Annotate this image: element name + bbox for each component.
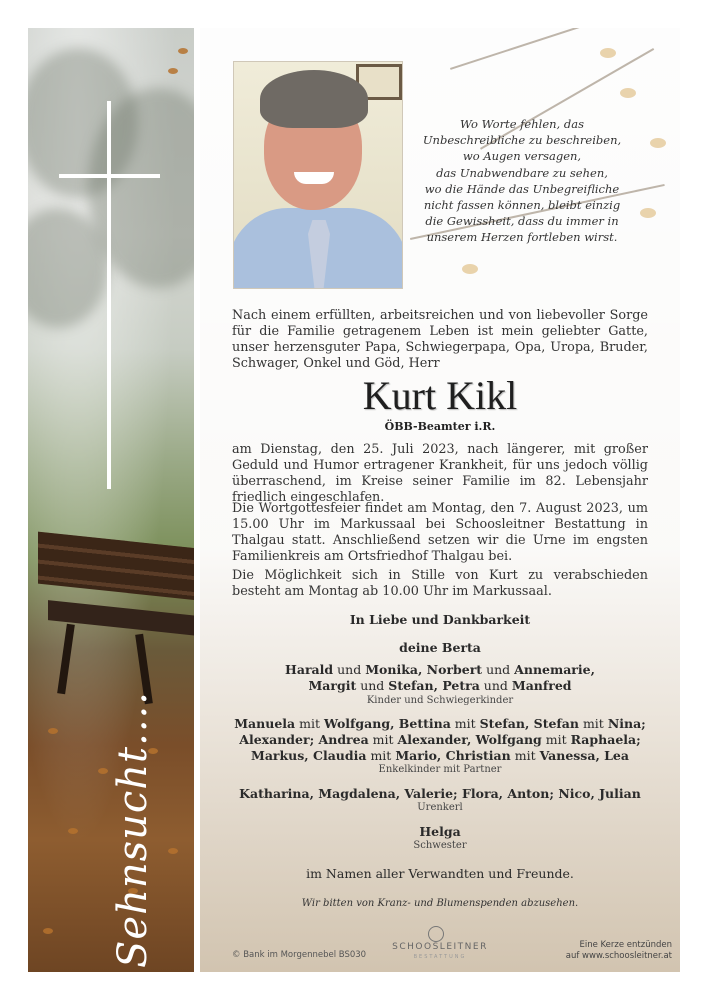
no-flowers-note: Wir bitten von Kranz- und Blumenspenden abzusehen. [301,898,579,909]
connector: mit [450,716,480,731]
connector: mit [295,716,324,731]
name-group: Vanessa, Lea [539,748,629,763]
name-group: Manuela [234,716,296,731]
poem-line: Wo Worte fehlen, das [460,117,584,131]
bench-leg [57,624,75,694]
poem-line: Unbeschreibliche zu beschreiben, [422,133,622,148]
bench-back [38,532,194,601]
name-group: Harald [285,662,334,677]
sister-caption: Schwester [413,840,467,851]
children-line [200,678,680,694]
connector: und [479,678,512,693]
poem-line: wo Augen versagen, [462,149,582,164]
name-group: Mario, Christian [395,748,511,763]
leaf [43,928,53,934]
greatgrandchildren-line [200,786,680,802]
children-line [200,662,680,678]
candle-link[interactable] [566,940,672,962]
leaf [68,828,78,834]
connector: und [356,678,389,693]
name-group: Katharina, Magdalena, Valerie; Flora, Anton; Nico, Julian [239,786,641,801]
poem-line: wo die Hände das Unbegreifliche [424,181,620,196]
name-group: Nina; [607,716,646,731]
obituary-card [200,28,680,972]
candle-line: Eine Kerze entzünden [579,940,672,950]
company-logo-sub: BESTATTUNG [413,954,467,960]
image-copyright: © Bank im Morgennebel BS030 [232,950,367,960]
candle-url: auf www.schoosleitner.at [565,951,672,961]
leaf [98,768,108,774]
branch [450,28,669,69]
name-group: Stefan, Stefan [479,716,579,731]
sidebar-image [28,28,194,972]
name-group: Manfred [511,678,572,693]
company-logo: SCHOOSLEITNER [392,942,488,952]
grandchildren-line [200,732,680,748]
connector: mit [366,748,396,763]
children-caption: Kinder und Schwiegerkinder [366,695,514,706]
name-group: Annemarie, [514,662,595,677]
grandchildren-line [200,748,680,764]
logo-icon [428,926,444,942]
poem-line: nicht fassen können, bleibt einzig [423,198,621,213]
photo-hair [260,70,368,128]
farewell-paragraph: Die Möglichkeit sich in Stille von Kurt zu verabschieden besteht am Montag ab 10.00 Uhr im Markussaal. [232,568,648,599]
cross-icon-bar [59,174,160,178]
connector: mit [541,732,571,747]
relatives-line: im Namen aller Verwandten und Freunde. [306,866,574,881]
leaf [168,848,178,854]
deceased-title: ÖBB-Beamter i.R. [384,420,496,433]
closing-line: In Liebe und Dankbarkeit [349,612,531,627]
poem [416,116,628,246]
cross-icon [107,101,111,489]
name-group: Alexander, Wolfgang [397,732,542,747]
leaf [600,48,616,58]
name-group: Monika, Norbert [365,662,483,677]
leaf [462,264,478,274]
connector: mit [510,748,540,763]
leaf [640,208,656,218]
name-group: Raphaela; [570,732,641,747]
grandchildren-line [200,716,680,732]
portrait-photo [234,62,402,288]
poem-line: die Gewissheit, dass du immer in [425,214,619,229]
photo-smile [294,172,334,184]
connector: mit [578,716,608,731]
poem-line: unserem Herzen fortleben wirst. [426,230,618,245]
leaf [650,138,666,148]
grandchildren-caption: Enkelkinder mit Partner [378,764,502,775]
intro-text: Nach einem erfüllten, arbeitsreichen und von liebevoller Sorge für die Familie getragenem Leben ist mein geliebter Gatte, unser herzensguter Papa, Schwiegerpapa, Opa, Uropa, Bruder, Schwager, Onkel und Göd, Herr [232,308,648,371]
leaf [620,88,636,98]
leaf [48,728,58,734]
name-group: Margit [308,678,357,693]
sister-name: Helga [419,824,461,839]
leaf [178,48,188,54]
greatgrandchildren-caption: Urenkerl [417,802,463,813]
name-group: Wolfgang, Bettina [323,716,451,731]
poem-line: das Unabwendbare zu sehen, [436,165,608,180]
service-paragraph: Die Wortgottesfeier findet am Montag, den 7. August 2023, um 15.00 Uhr im Markussaal bei Schoosleitner Bestattung in Thalgau statt. Anschließend setzen wir die Urne im engsten Familienkreis am Ortsfriedhof Thalgau bei. [232,501,648,564]
name-group: Stefan, Petra [388,678,480,693]
name-group: Alexander; Andrea [239,732,369,747]
connector: mit [368,732,398,747]
leaf [168,68,178,74]
deceased-name: Kurt Kikl [362,373,518,418]
spouse-name: deine Berta [399,640,481,655]
connector: und [482,662,515,677]
name-group: Markus, Claudia [250,748,367,763]
connector: und [333,662,366,677]
death-notice-paragraph: am Dienstag, den 25. Juli 2023, nach längerer, mit großer Geduld und Humor ertragener Krankheit, für uns jedoch völlig überraschend, im Kreise seiner Familie im 82. Lebensjahr friedlich eingeschlafen. [232,442,648,505]
sidebar-word: Sehnsucht.... [110,691,156,968]
